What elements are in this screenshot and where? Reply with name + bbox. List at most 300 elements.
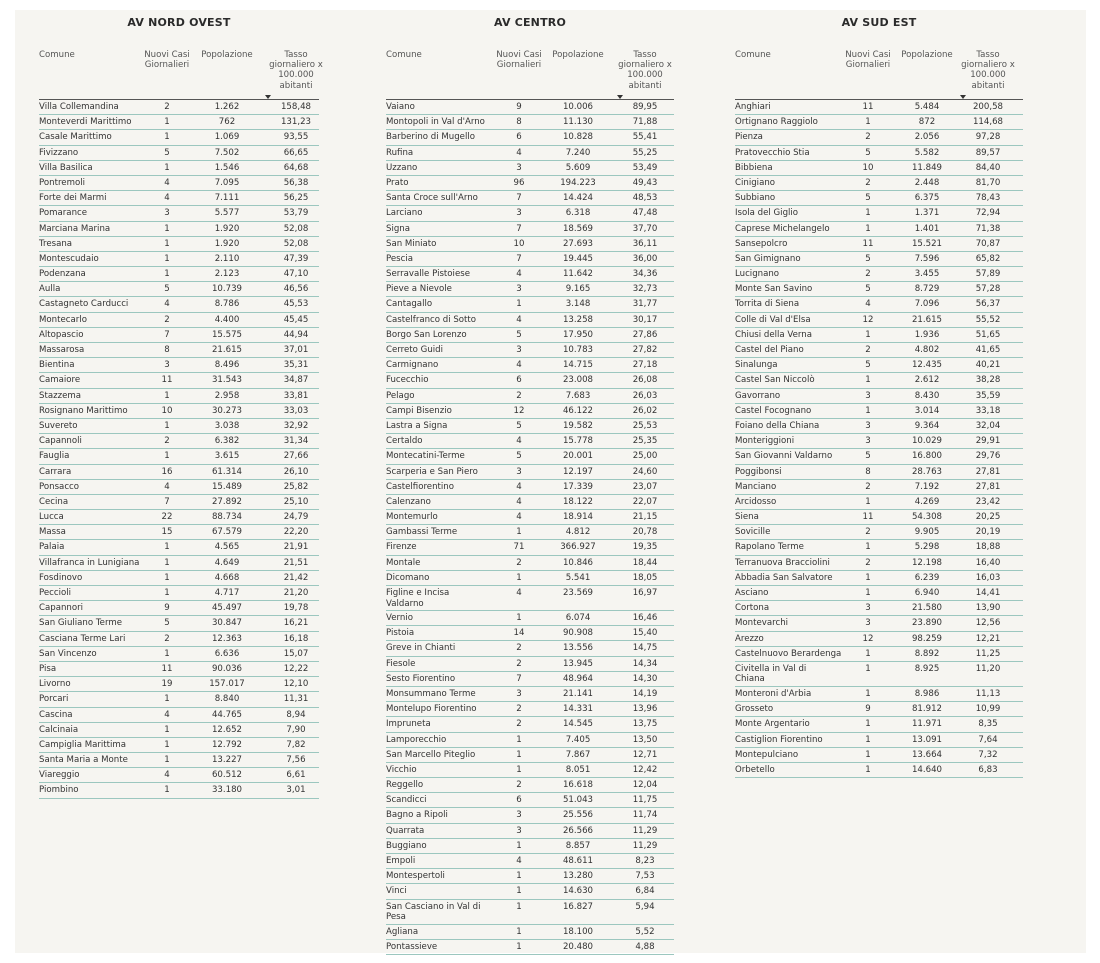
table-row [39,267,319,282]
cell-popolazione: 9.364 [914,420,940,431]
cell-nuovi-casi: 1 [164,451,170,462]
cell-nuovi-casi: 10 [862,162,874,173]
cell-nuovi-casi: 4 [516,360,522,371]
cell-popolazione: 7.405 [565,734,591,745]
cell-comune: Rosignano Marittimo [39,405,128,416]
cell-popolazione: 90.036 [211,663,243,674]
cell-tasso: 27,81 [975,481,1001,492]
cell-nuovi-casi: 1 [865,588,871,598]
cell-popolazione: 4.668 [214,572,240,583]
cell-popolazione: 8.840 [214,694,240,705]
table-row [39,662,319,677]
table-row [39,708,319,723]
header-popolazione: Popolazione [201,50,253,60]
cell-popolazione: 5.484 [914,102,940,112]
cell-popolazione: 12.197 [562,466,594,477]
table-row [735,130,1023,145]
cell-nuovi-casi: 2 [865,345,871,355]
cell-comune: Monteriggioni [735,436,795,447]
cell-nuovi-casi: 8 [865,466,871,477]
cell-comune: Dicomano [386,572,430,583]
cell-popolazione: 2.110 [214,253,240,264]
cell-nuovi-casi: 9 [164,603,170,614]
cell-nuovi-casi: 6 [516,795,522,806]
table-row [386,252,674,267]
table-row [39,222,319,237]
cell-nuovi-casi: 3 [865,618,871,629]
cell-comune: Villa Basilica [39,162,93,173]
table-row [735,510,1023,525]
cell-popolazione: 9.905 [914,527,940,538]
table-row [39,449,319,464]
cell-comune: Rufina [386,147,414,158]
cell-nuovi-casi: 4 [516,512,522,523]
cell-popolazione: 48.964 [562,673,594,684]
table-row [386,267,674,282]
cell-comune: Pienza [735,132,763,143]
cell-tasso: 93,55 [283,132,309,143]
cell-popolazione: 11.642 [562,269,594,280]
cell-nuovi-casi: 4 [164,299,170,310]
cell-comune: Castelnuovo Berardenga [735,648,842,659]
table-row [386,465,674,480]
cell-popolazione: 25.556 [562,810,594,821]
cell-popolazione: 18.122 [562,496,594,507]
table-row [39,328,319,343]
table-row [39,753,319,768]
cell-nuovi-casi: 1 [865,688,871,699]
cell-comune: Monte San Savino [735,284,813,295]
table-row [386,419,674,434]
cell-popolazione: 15.489 [211,481,243,492]
cell-popolazione: 21.615 [211,345,243,355]
table-row [735,252,1023,267]
cell-comune: Pescia [386,253,414,264]
cell-comune: Montemurlo [386,512,438,523]
cell-nuovi-casi: 3 [516,208,522,219]
cell-nuovi-casi: 5 [865,284,871,295]
cell-tasso: 12,21 [975,633,1001,644]
cell-comune: Greve in Chianti [386,643,456,654]
table-row [39,540,319,555]
cell-comune: Viareggio [39,770,80,781]
table-row [386,839,674,854]
cell-nuovi-casi: 71 [513,542,525,553]
cell-tasso: 114,68 [972,117,1004,128]
cell-tasso: 18,44 [632,557,658,568]
cell-tasso: 7,82 [286,739,306,750]
cell-tasso: 27,18 [632,360,658,371]
table-row [39,601,319,616]
cell-comune: Pratovecchio Stia [735,147,810,158]
cell-popolazione: 7.095 [214,177,240,188]
cell-nuovi-casi: 8 [516,117,522,128]
cell-comune: San Giovanni Valdarno [735,451,833,462]
cell-tasso: 21,15 [632,512,658,523]
cell-nuovi-casi: 16 [161,466,173,477]
table-row [735,419,1023,434]
cell-nuovi-casi: 1 [164,694,170,705]
cell-tasso: 14,75 [632,643,658,654]
cell-tasso: 55,41 [632,132,658,143]
cell-comune: Cinigiano [735,177,776,188]
cell-comune: Isola del Giglio [735,208,799,219]
table-row [735,449,1023,464]
table-row [386,884,674,899]
table-row [735,717,1023,732]
table-row [386,641,674,656]
cell-comune: Torrita di Siena [735,299,800,310]
cell-tasso: 31,77 [632,299,658,310]
cell-tasso: 47,39 [283,253,309,264]
cell-comune: Pieve a Nievole [386,284,452,295]
cell-popolazione: 27.892 [211,496,243,507]
cell-comune: Ortignano Raggiolo [735,117,818,128]
cell-popolazione: 5.609 [565,162,591,173]
cell-nuovi-casi: 12 [513,405,525,416]
table-row [735,763,1023,778]
table-row [39,495,319,510]
cell-comune: Massarosa [39,345,85,355]
cell-comune: Scandicci [386,795,427,806]
table-row [39,692,319,707]
cell-popolazione: 2.056 [914,132,940,143]
cell-comune: Larciano [386,208,423,219]
cell-comune: Abbadia San Salvatore [735,572,833,583]
cell-popolazione: 8.786 [214,299,240,310]
cell-comune: Terranuova Bracciolini [735,557,830,568]
cell-comune: San Vincenzo [39,648,97,659]
cell-popolazione: 15.778 [562,436,594,447]
cell-nuovi-casi: 6 [516,375,522,386]
cell-tasso: 36,00 [632,253,658,264]
cell-popolazione: 16.618 [562,780,594,791]
cell-comune: Buggiano [386,840,427,851]
table-row [39,419,319,434]
cell-comune: Campiglia Marittima [39,739,127,750]
cell-tasso: 26,03 [632,390,658,401]
cell-tasso: 11,75 [632,795,658,806]
cell-nuovi-casi: 4 [516,436,522,447]
cell-popolazione: 1.401 [914,223,940,234]
cell-popolazione: 7.596 [914,253,940,264]
cell-comune: Monte Argentario [735,719,810,730]
cell-comune: Montopoli in Val d'Arno [386,117,485,128]
cell-nuovi-casi: 11 [862,102,874,112]
table-row [735,601,1023,616]
cell-comune: Bientina [39,360,75,371]
header-nuovi-casi: Nuovi Casi Giornalieri [496,50,542,71]
cell-tasso: 11,29 [632,825,658,836]
cell-popolazione: 10.846 [562,557,594,568]
cell-comune: Peccioli [39,588,72,598]
cell-popolazione: 4.565 [214,542,240,553]
cell-popolazione: 13.227 [211,755,243,766]
table-row [735,571,1023,586]
table-header [386,48,674,100]
cell-comune: Barberino di Mugello [386,132,476,143]
cell-nuovi-casi: 1 [865,375,871,386]
cell-popolazione: 18.914 [562,512,594,523]
cell-comune: Vicchio [386,764,417,775]
table-row [39,358,319,373]
cell-popolazione: 6.318 [565,208,591,219]
cell-tasso: 13,75 [632,719,658,730]
cell-comune: Grosseto [735,704,774,715]
table-row [735,662,1023,687]
cell-comune: Montecarlo [39,314,87,325]
table-row [735,687,1023,702]
cell-tasso: 56,25 [283,193,309,204]
cell-nuovi-casi: 1 [865,542,871,553]
table-row [39,677,319,692]
cell-popolazione: 6.382 [214,436,240,447]
table-row [735,282,1023,297]
cell-nuovi-casi: 2 [516,643,522,654]
cell-popolazione: 10.006 [562,102,594,112]
cell-comune: Pelago [386,390,415,401]
cell-popolazione: 90.908 [562,628,594,639]
cell-nuovi-casi: 2 [516,658,522,669]
cell-tasso: 10,99 [975,704,1001,715]
cell-tasso: 51,65 [975,329,1001,340]
table-row [735,222,1023,237]
cell-nuovi-casi: 5 [164,618,170,629]
cell-comune: Pisa [39,663,57,674]
cell-popolazione: 14.331 [562,704,594,715]
cell-tasso: 24,60 [632,466,658,477]
cell-popolazione: 13.664 [911,749,943,760]
cell-popolazione: 6.375 [914,193,940,204]
cell-nuovi-casi: 1 [516,613,522,623]
cell-tasso: 97,28 [975,132,1001,143]
cell-popolazione: 67.579 [211,527,243,538]
cell-comune: Anghiari [735,102,771,112]
cell-tasso: 40,21 [975,360,1001,371]
table-row [735,297,1023,312]
cell-popolazione: 1.920 [214,238,240,249]
cell-comune: Castagneto Carducci [39,299,129,310]
cell-tasso: 21,42 [283,572,309,583]
cell-comune: Quarrata [386,825,425,836]
cell-tasso: 36,11 [632,238,658,249]
cell-comune: Sinalunga [735,360,778,371]
cell-tasso: 131,23 [280,117,312,128]
cell-comune: Massa [39,527,66,538]
cell-comune: San Giuliano Terme [39,618,122,629]
cell-nuovi-casi: 1 [516,886,522,897]
cell-tasso: 53,49 [632,162,658,173]
table-row [386,808,674,823]
cell-comune: Manciano [735,481,777,492]
cell-nuovi-casi: 1 [865,648,871,659]
header-tasso-sort[interactable]: Tasso giornaliero x 100.000 abitanti [961,50,1015,91]
table-row [39,115,319,130]
cell-popolazione: 16.827 [562,901,594,912]
cell-nuovi-casi: 4 [164,177,170,188]
cell-popolazione: 1.262 [214,102,240,112]
table-row [386,778,674,793]
cell-comune: Cantagallo [386,299,433,310]
cell-tasso: 16,40 [975,557,1001,568]
cell-tasso: 14,41 [975,588,1001,598]
cell-nuovi-casi: 1 [516,941,522,952]
cell-comune: Lamporecchio [386,734,447,745]
cell-tasso: 27,82 [632,345,658,355]
table-row [735,146,1023,161]
header-tasso-sort[interactable]: Tasso giornaliero x 100.000 abitanti [618,50,672,91]
cell-tasso: 26,10 [283,466,309,477]
cell-nuovi-casi: 2 [164,633,170,644]
cell-popolazione: 3.455 [914,269,940,280]
table-row [735,237,1023,252]
table-row [735,313,1023,328]
table-body [386,100,674,955]
cell-tasso: 56,38 [283,177,309,188]
table-row [735,556,1023,571]
cell-nuovi-casi: 9 [516,102,522,112]
cell-comune: Castel San Niccolò [735,375,815,386]
cell-popolazione: 15.521 [911,238,943,249]
cell-popolazione: 4.400 [214,314,240,325]
cell-nuovi-casi: 2 [865,269,871,280]
cell-nuovi-casi: 2 [865,527,871,538]
cell-nuovi-casi: 2 [865,481,871,492]
cell-tasso: 26,08 [632,375,658,386]
cell-nuovi-casi: 7 [516,673,522,684]
cell-nuovi-casi: 3 [516,345,522,355]
cell-nuovi-casi: 3 [516,688,522,699]
cell-nuovi-casi: 2 [865,132,871,143]
table-row [386,237,674,252]
cell-tasso: 14,30 [632,673,658,684]
cell-nuovi-casi: 1 [164,588,170,598]
cell-tasso: 4,88 [635,941,655,952]
table-row [735,373,1023,388]
cell-nuovi-casi: 2 [516,719,522,730]
table-row [735,100,1023,115]
cell-comune: Vernio [386,613,413,623]
cell-popolazione: 31.543 [211,375,243,386]
cell-comune: San Miniato [386,238,437,249]
cell-comune: Montepulciano [735,749,799,760]
cell-comune: Vinci [386,886,407,897]
cell-nuovi-casi: 4 [516,314,522,325]
table-row [386,222,674,237]
cell-comune: Sansepolcro [735,238,788,249]
table-row [39,252,319,267]
cell-tasso: 21,20 [283,588,309,598]
table-row [386,793,674,808]
cell-tasso: 70,87 [975,238,1001,249]
cell-comune: Arezzo [735,633,764,644]
cell-comune: Caprese Michelangelo [735,223,830,234]
cell-nuovi-casi: 10 [161,405,173,416]
cell-comune: Castiglion Fiorentino [735,734,823,745]
cell-popolazione: 8.892 [914,648,940,659]
cell-tasso: 22,20 [283,527,309,538]
cell-tasso: 8,94 [286,709,306,720]
header-tasso-sort[interactable]: Tasso giornaliero x 100.000 abitanti [269,50,323,91]
table-row [39,783,319,798]
cell-nuovi-casi: 10 [513,238,525,249]
cell-nuovi-casi: 7 [516,253,522,264]
cell-nuovi-casi: 4 [516,856,522,866]
cell-tasso: 7,32 [978,749,998,760]
table-row [386,282,674,297]
cell-tasso: 23,42 [975,496,1001,507]
cell-popolazione: 61.314 [211,466,243,477]
cell-nuovi-casi: 4 [164,709,170,720]
cell-comune: Capannoli [39,436,82,447]
table-row [386,115,674,130]
table-row [39,343,319,358]
table-row [386,571,674,586]
cell-tasso: 37,01 [283,345,309,355]
cell-popolazione: 3.615 [214,451,240,462]
cell-popolazione: 366.927 [560,542,596,553]
cell-tasso: 33,03 [283,405,309,416]
cell-comune: Agliana [386,926,419,937]
cell-tasso: 200,58 [972,102,1004,112]
cell-comune: Foiano della Chiana [735,420,820,431]
cell-tasso: 12,42 [632,764,658,775]
table-row [39,146,319,161]
cell-comune: Monteroni d'Arbia [735,688,812,699]
cell-tasso: 18,88 [975,542,1001,553]
table-row [39,191,319,206]
data-panel [15,10,1086,953]
cell-popolazione: 12.435 [911,360,943,371]
table-row [39,237,319,252]
cell-tasso: 16,46 [632,613,658,623]
table-row [386,657,674,672]
cell-popolazione: 21.580 [911,603,943,614]
cell-tasso: 158,48 [280,102,312,112]
table-row [386,510,674,525]
cell-nuovi-casi: 3 [865,603,871,614]
cell-tasso: 15,40 [632,628,658,639]
cell-tasso: 11,29 [632,840,658,851]
cell-comune: Uzzano [386,162,418,173]
table-row [386,313,674,328]
cell-nuovi-casi: 7 [164,329,170,340]
table-row [386,297,674,312]
cell-nuovi-casi: 1 [516,572,522,583]
cell-popolazione: 17.950 [562,329,594,340]
table-header [735,48,1023,100]
cell-popolazione: 2.612 [914,375,940,386]
cell-popolazione: 194.223 [560,177,596,188]
cell-nuovi-casi: 3 [164,360,170,371]
cell-nuovi-casi: 1 [865,405,871,416]
header-nuovi-casi: Nuovi Casi Giornalieri [845,50,891,71]
cell-tasso: 12,22 [283,663,309,674]
cell-popolazione: 8.729 [914,284,940,295]
cell-tasso: 14,34 [632,658,658,669]
cell-popolazione: 48.611 [562,856,594,866]
cell-popolazione: 4.717 [214,588,240,598]
cell-popolazione: 13.945 [562,658,594,669]
header-comune: Comune [386,50,422,60]
cell-comune: Impruneta [386,719,431,730]
cell-tasso: 35,59 [975,390,1001,401]
table-row [735,176,1023,191]
table-row [39,632,319,647]
cell-comune: Firenze [386,542,417,553]
cell-popolazione: 13.556 [562,643,594,654]
cell-tasso: 7,53 [635,871,655,882]
